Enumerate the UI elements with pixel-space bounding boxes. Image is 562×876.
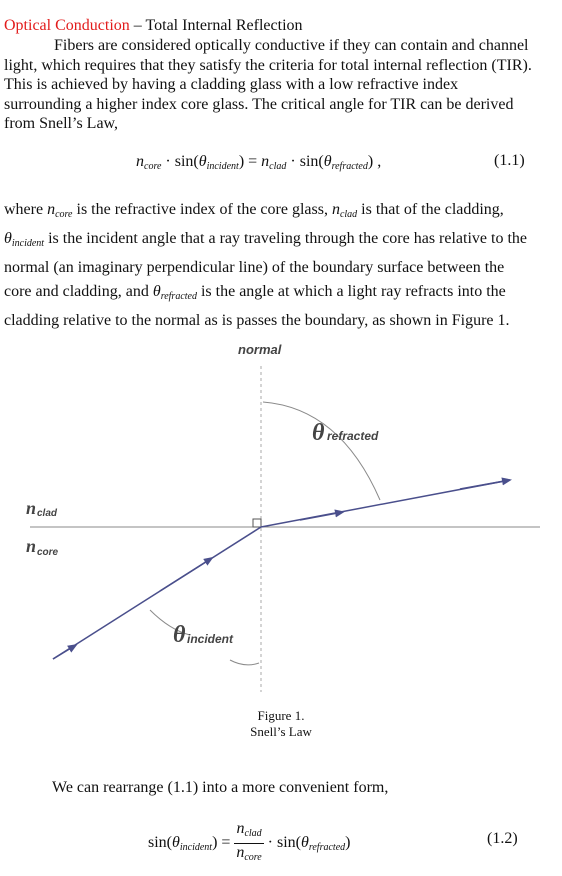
normal-label: normal [238, 342, 282, 357]
theta-refracted-symbol: θ [312, 420, 325, 446]
eq-subscript: core [144, 161, 162, 172]
text: is the incident angle that a ray traveling through the core has relative to the [44, 230, 528, 247]
right-angle-mark [253, 519, 261, 527]
equation-number: (1.1) [494, 152, 525, 169]
eq-subscript: clad [269, 161, 287, 172]
refracted-ray-arrow [300, 512, 343, 520]
paragraph-line: normal (an imaginary perpendicular line) of the boundary surface between the [4, 259, 505, 276]
paragraph-line [4, 280, 560, 309]
n-clad-symbol: n [26, 498, 37, 518]
eq-text: ) = [238, 153, 262, 170]
eq-subscript: incident [179, 842, 213, 854]
text: where [4, 201, 48, 218]
eq-subscript: core [55, 209, 73, 220]
section-heading [4, 16, 303, 36]
eq-subscript: clad [339, 209, 358, 220]
eq-symbol: θ [323, 153, 332, 170]
refracted-ray-arrow [460, 480, 510, 489]
fraction-numerator [234, 820, 263, 844]
text: is the refractive index of the core glass, [72, 201, 332, 218]
eq-text: ) = [212, 834, 235, 852]
text: core and cladding, and [4, 283, 153, 300]
eq-text: ) [345, 834, 351, 852]
eq-symbol: θ [198, 153, 207, 170]
paragraph-line: from Snell’s Law, [4, 115, 119, 132]
eq-subscript: clad [244, 828, 262, 839]
paragraph-line: surrounding a higher index core glass. The critical angle for TIR can be derived [4, 95, 514, 113]
n-core-symbol: n [26, 536, 37, 556]
eq-symbol: n [331, 201, 340, 218]
section-subtitle: – Total Internal Reflection [129, 17, 303, 34]
paragraph-line: This is achieved by having a cladding glass with a low refractive index [4, 76, 459, 93]
eq-text: ) , [367, 153, 382, 170]
n-clad-subscript: clad [37, 508, 58, 519]
n-core-subscript: core [37, 547, 59, 558]
refracted-angle-arc [263, 402, 380, 500]
text: is that of the cladding, [357, 201, 504, 218]
intro-paragraph [4, 36, 560, 134]
rearrange-paragraph: We can rearrange (1.1) into a more convenient form, [52, 779, 389, 796]
eq-subscript: incident [206, 161, 239, 172]
paragraph-line: cladding relative to the normal as is passes the boundary, as shown in Figure 1. [4, 312, 510, 329]
eq-subscript: refracted [160, 291, 197, 302]
eq-symbol: θ [172, 834, 180, 852]
paragraph-line: light, which requires that they satisfy the criteria for total internal reflection (TIR). [4, 56, 532, 74]
eq-symbol: n [47, 201, 56, 218]
caption-line: Figure 1. [257, 708, 305, 723]
eq-symbol: θ [152, 283, 161, 300]
equation-1-1 [136, 152, 381, 177]
snells-law-figure [0, 330, 562, 705]
eq-subscript: core [244, 852, 262, 863]
eq-text: · sin( [286, 153, 324, 170]
section-title: Optical Conduction [4, 17, 130, 34]
fraction-denominator [234, 844, 263, 867]
definitions-paragraph [4, 198, 560, 333]
eq-symbol: θ [300, 834, 309, 852]
eq-symbol: θ [4, 230, 12, 247]
eq-symbol: n [261, 153, 270, 170]
theta-incident-symbol: θ [173, 622, 186, 648]
paragraph-line: Fibers are considered optically conductive if they can contain and channel [54, 37, 529, 54]
incident-angle-arc [230, 660, 259, 665]
theta-incident-subscript: incident [187, 632, 234, 646]
eq-subscript: refracted [331, 161, 368, 172]
eq-text: sin( [148, 834, 172, 852]
eq-text: · sin( [263, 834, 301, 852]
eq-symbol: n [136, 153, 144, 170]
text: is the angle at which a light ray refracts into the [196, 283, 506, 300]
equation-number: (1.2) [487, 830, 518, 847]
eq-subscript: refracted [308, 842, 346, 854]
figure-caption [0, 708, 562, 740]
eq-fraction [234, 820, 263, 867]
paragraph-line [4, 227, 560, 256]
theta-refracted-subscript: refracted [327, 429, 379, 443]
incident-ray-arrow [53, 645, 76, 659]
eq-symbol: n [236, 820, 245, 837]
paragraph-line [4, 198, 560, 227]
eq-subscript: incident [11, 238, 45, 249]
incident-ray-arrow [160, 558, 212, 591]
eq-symbol: n [236, 844, 245, 861]
equation-1-2 [148, 820, 350, 867]
caption-line: Snell’s Law [250, 724, 312, 739]
eq-text: · sin( [161, 153, 199, 170]
